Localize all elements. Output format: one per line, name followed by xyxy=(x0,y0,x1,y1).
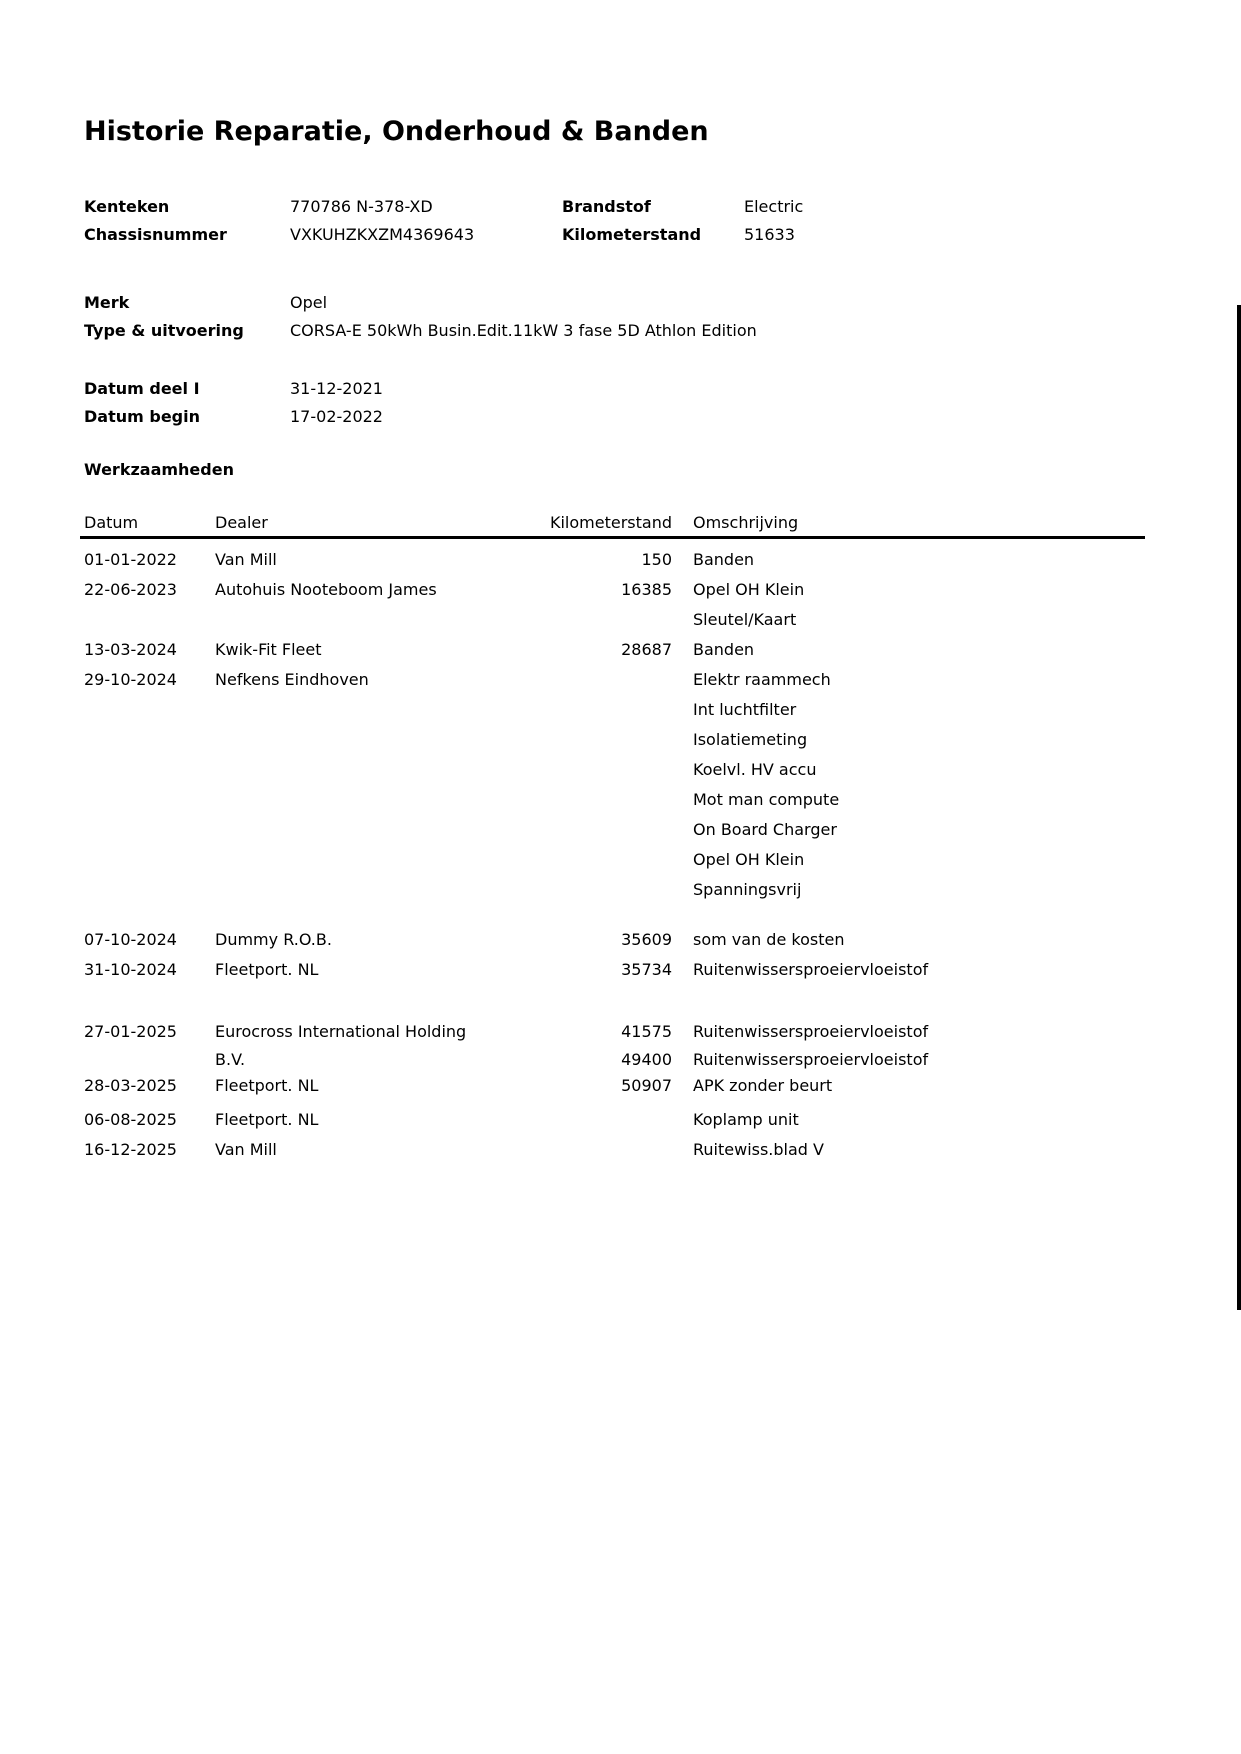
cell-omschrijving: Isolatiemeting xyxy=(693,730,808,749)
info-value: Opel xyxy=(290,293,328,312)
cell-datum: 22-06-2023 xyxy=(84,580,177,599)
work-table-row xyxy=(84,665,1201,695)
info-value: CORSA-E 50kWh Busin.Edit.11kW 3 fase 5D Athlon Edition xyxy=(290,321,757,340)
info-label-2: Brandstof xyxy=(562,197,651,216)
cell-datum xyxy=(84,785,215,815)
info-row xyxy=(84,403,1201,431)
work-table-row xyxy=(84,815,1201,845)
cell-omschrijving: APK zonder beurt xyxy=(693,1075,833,1095)
col-header-kilometerstand: Kilometerstand xyxy=(549,513,672,532)
cell-dealer: Fleetport. NL xyxy=(215,1075,319,1095)
info-value: VXKUHZKXZM4369643 xyxy=(290,225,475,244)
info-value-2 xyxy=(744,403,1201,431)
cell-omschrijving: som van de kosten xyxy=(693,930,845,949)
work-table-row xyxy=(84,545,1201,575)
cell-kilometerstand xyxy=(548,605,672,635)
info-value-2: Electric xyxy=(744,197,804,216)
cell-datum: 27-01-2025 xyxy=(84,1022,177,1041)
info-label-2 xyxy=(562,289,744,317)
work-table-row xyxy=(84,575,1201,605)
info-label-2 xyxy=(562,403,744,431)
cell-omschrijving: Elektr raammech xyxy=(693,670,831,689)
work-table-row xyxy=(84,925,1201,955)
cell-datum: 31-10-2024 xyxy=(84,960,177,979)
info-row xyxy=(84,317,1201,345)
cell-datum xyxy=(84,815,215,845)
work-table-row xyxy=(84,1047,1201,1073)
info-value-2 xyxy=(744,289,1201,317)
cell-kilometerstand xyxy=(548,1105,672,1135)
cell-datum: 28-03-2025 xyxy=(84,1075,177,1095)
work-table-row xyxy=(84,755,1201,785)
cell-kilometerstand: 16385 xyxy=(621,580,672,599)
work-table-row xyxy=(84,635,1201,665)
info-value: 31-12-2021 xyxy=(290,379,383,398)
cell-dealer: B.V. xyxy=(215,1050,246,1069)
cell-datum: 29-10-2024 xyxy=(84,670,177,689)
cell-omschrijving: Ruitenwissersproeiervloeistof xyxy=(693,960,929,979)
info-row xyxy=(84,221,1201,249)
info-label-2 xyxy=(562,375,744,403)
cell-datum: 13-03-2024 xyxy=(84,640,177,659)
cell-dealer xyxy=(215,725,548,755)
col-header-dealer: Dealer xyxy=(215,513,268,532)
cell-omschrijving: On Board Charger xyxy=(693,820,837,839)
cell-omschrijving: Ruitewiss.blad V xyxy=(693,1140,824,1159)
cell-kilometerstand xyxy=(548,845,672,875)
cell-datum xyxy=(84,875,215,905)
cell-kilometerstand xyxy=(548,755,672,785)
cell-dealer: Dummy R.O.B. xyxy=(215,930,332,949)
cell-omschrijving: Mot man compute xyxy=(693,790,840,809)
cell-dealer xyxy=(215,815,548,845)
cell-kilometerstand: 41575 xyxy=(621,1022,672,1041)
cell-kilometerstand xyxy=(548,665,672,695)
cell-dealer xyxy=(215,755,548,785)
cell-dealer: Fleetport. NL xyxy=(215,960,319,979)
cell-kilometerstand xyxy=(548,695,672,725)
cell-omschrijving: Banden xyxy=(693,550,755,569)
cell-omschrijving: Banden xyxy=(693,640,755,659)
info-row xyxy=(84,375,1201,403)
cell-kilometerstand xyxy=(548,875,672,905)
work-table-row xyxy=(84,955,1201,985)
cell-kilometerstand: 50907 xyxy=(621,1075,672,1095)
cell-dealer: Nefkens Eindhoven xyxy=(215,670,369,689)
cell-kilometerstand: 35734 xyxy=(621,960,672,979)
cell-dealer xyxy=(215,695,548,725)
cell-dealer xyxy=(215,605,548,635)
cell-omschrijving: Koplamp unit xyxy=(693,1110,799,1129)
work-table-row xyxy=(84,785,1201,815)
right-edge-scan-bar xyxy=(1237,305,1241,1310)
cell-datum: 16-12-2025 xyxy=(84,1140,177,1159)
work-table-body xyxy=(84,545,1201,1165)
info-row xyxy=(84,289,1201,317)
cell-kilometerstand: 49400 xyxy=(621,1050,672,1069)
cell-omschrijving: Opel OH Klein xyxy=(693,850,805,869)
cell-kilometerstand: 150 xyxy=(641,550,672,569)
vehicle-info-section xyxy=(84,193,1201,431)
cell-dealer xyxy=(215,875,548,905)
cell-datum: 07-10-2024 xyxy=(84,930,177,949)
cell-datum xyxy=(84,725,215,755)
work-table-row xyxy=(84,1017,1201,1047)
work-table-row xyxy=(84,1073,1201,1099)
info-label: Kenteken xyxy=(84,197,170,216)
info-label: Merk xyxy=(84,293,130,312)
cell-datum: 01-01-2022 xyxy=(84,550,177,569)
work-table-row xyxy=(84,845,1201,875)
work-table-row xyxy=(84,725,1201,755)
cell-dealer xyxy=(215,845,548,875)
col-header-omschrijving: Omschrijving xyxy=(693,513,799,532)
cell-datum: 06-08-2025 xyxy=(84,1110,177,1129)
info-label-2: Kilometerstand xyxy=(562,225,702,244)
work-table-header xyxy=(84,511,1201,535)
info-label: Datum begin xyxy=(84,407,200,426)
cell-omschrijving: Int luchtfilter xyxy=(693,700,797,719)
page-title: Historie Reparatie, Onderhoud & Banden xyxy=(84,116,709,147)
cell-datum xyxy=(84,1047,215,1073)
cell-datum xyxy=(84,755,215,785)
cell-kilometerstand xyxy=(548,815,672,845)
table-header-rule xyxy=(80,536,1145,539)
info-value: 770786 N-378-XD xyxy=(290,197,433,216)
info-label: Datum deel I xyxy=(84,379,200,398)
cell-dealer: Eurocross International Holding xyxy=(215,1022,467,1041)
work-table-row xyxy=(84,695,1201,725)
cell-omschrijving: Ruitenwissersproeiervloeistof xyxy=(693,1050,929,1069)
cell-kilometerstand: 28687 xyxy=(621,640,672,659)
cell-omschrijving: Ruitenwissersproeiervloeistof xyxy=(693,1022,929,1041)
cell-kilometerstand: 35609 xyxy=(621,930,672,949)
cell-datum xyxy=(84,695,215,725)
cell-datum xyxy=(84,845,215,875)
work-table-row xyxy=(84,875,1201,905)
cell-dealer xyxy=(215,785,548,815)
cell-dealer: Kwik-Fit Fleet xyxy=(215,640,322,659)
work-table-row xyxy=(84,1105,1201,1135)
cell-datum xyxy=(84,605,215,635)
cell-dealer: Fleetport. NL xyxy=(215,1110,319,1129)
cell-omschrijving: Sleutel/Kaart xyxy=(693,610,797,629)
cell-omschrijving: Spanningsvrij xyxy=(693,880,802,899)
cell-kilometerstand xyxy=(548,785,672,815)
col-header-datum: Datum xyxy=(84,513,139,532)
cell-kilometerstand xyxy=(548,1135,672,1165)
cell-dealer: Van Mill xyxy=(215,550,277,569)
info-row xyxy=(84,193,1201,221)
info-value-2: 51633 xyxy=(744,225,795,244)
cell-dealer: Van Mill xyxy=(215,1140,277,1159)
werkzaamheden-heading: Werkzaamheden xyxy=(84,460,234,479)
info-label: Type & uitvoering xyxy=(84,321,244,340)
cell-omschrijving: Koelvl. HV accu xyxy=(693,760,817,779)
info-value-2 xyxy=(744,317,1201,345)
info-label-2 xyxy=(562,317,744,345)
cell-kilometerstand xyxy=(548,725,672,755)
cell-omschrijving: Opel OH Klein xyxy=(693,580,805,599)
info-value-2 xyxy=(744,375,1201,403)
work-table-row xyxy=(84,1135,1201,1165)
info-value: 17-02-2022 xyxy=(290,407,383,426)
work-table-row xyxy=(84,605,1201,635)
info-label: Chassisnummer xyxy=(84,225,227,244)
cell-dealer: Autohuis Nooteboom James xyxy=(215,580,437,599)
